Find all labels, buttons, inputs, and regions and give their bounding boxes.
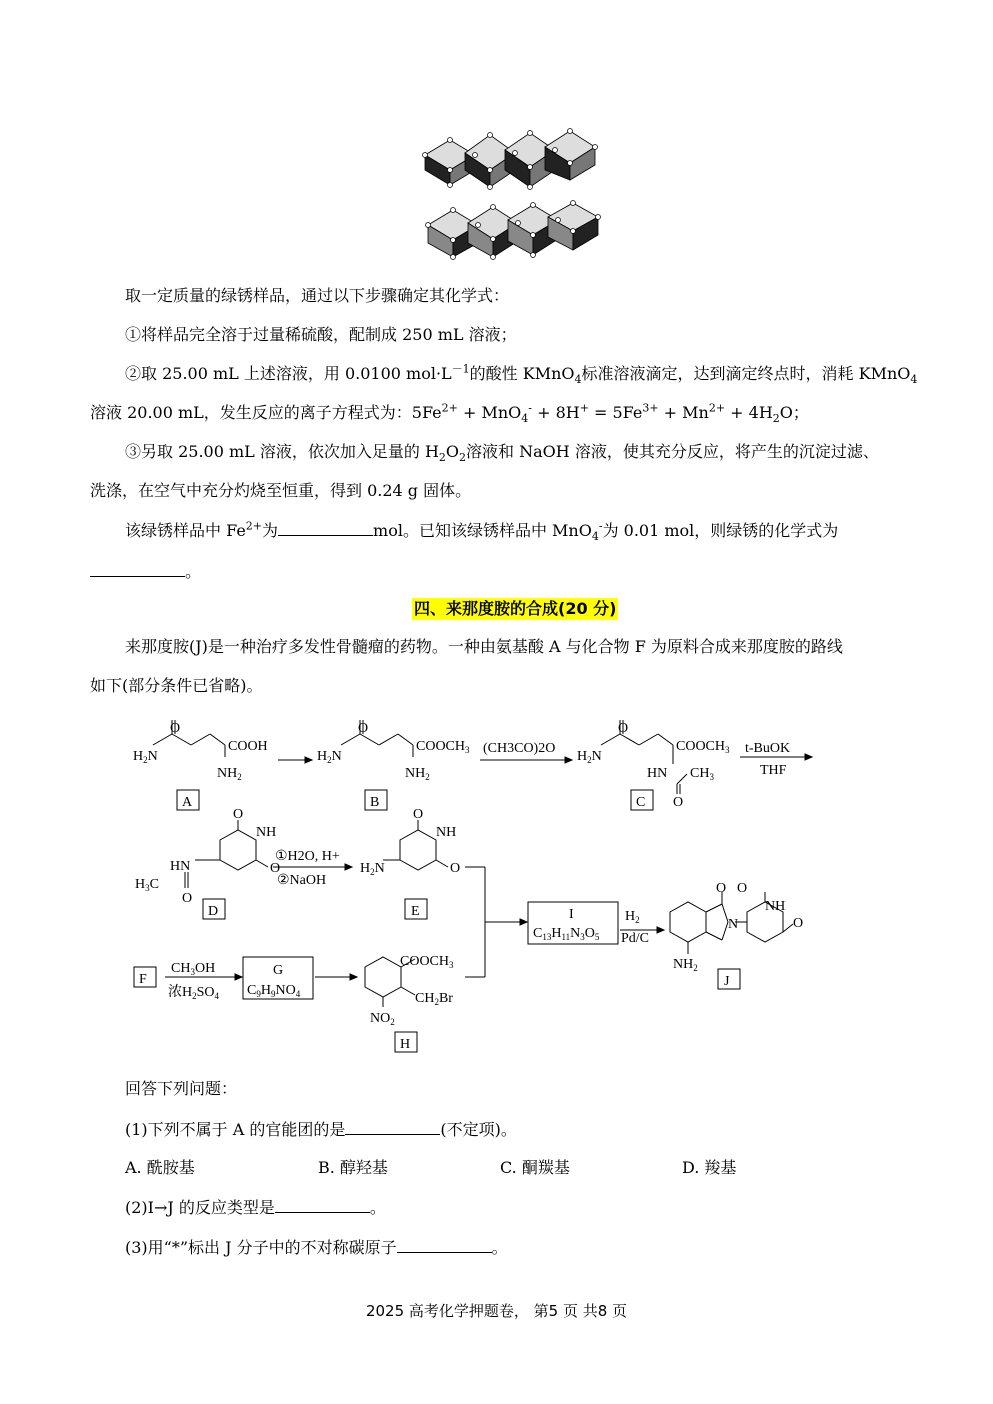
svg-text:H2N: $H_2N$ bbox=[317, 749, 342, 765]
reagent-tbuok: t-BuOK bbox=[745, 741, 791, 756]
svg-text:COOCH3: $COOCH_3$ bbox=[416, 739, 470, 755]
answer-blank[interactable] bbox=[90, 560, 185, 577]
label-F: F bbox=[139, 972, 147, 987]
reagent-h2so4: 浓$H_2SO_4$ bbox=[168, 985, 220, 1001]
intro-text: 取一定质量的绿锈样品，通过以下步骤确定其化学式： bbox=[125, 286, 510, 305]
question-2: (2)I→J 的反应类型是 。 bbox=[125, 1198, 386, 1217]
svg-text:O: O bbox=[618, 721, 629, 736]
svg-text:H2: $H_2$ bbox=[625, 909, 640, 925]
option-a[interactable]: A. 酰胺基 bbox=[125, 1158, 195, 1177]
label-G: G bbox=[273, 963, 284, 978]
synthesis-scheme bbox=[125, 712, 825, 1062]
answer-intro: 回答下列问题： bbox=[125, 1079, 238, 1098]
svg-text:H2N: $H_2N$ bbox=[360, 861, 385, 877]
svg-text:COOCH3: $COOCH_3$ bbox=[400, 954, 454, 970]
intro-paragraph: 来那度胺(J)是一种治疗多发性骨髓瘤的药物。一种由氨基酸 A 与化合物 F 为原料合成来那度胺的路线 bbox=[125, 637, 843, 656]
step-2: ②取 25.00 mL 上述溶液，用 0.0100 $mol\cdot L^{-1}$的酸性 KMnO$_4$标准溶液滴定，达到滴定终点时，消耗 KMnO$_4$ bbox=[125, 362, 918, 387]
svg-text:O: O bbox=[737, 881, 748, 896]
svg-text:NH2: $NH_2$ bbox=[405, 766, 430, 782]
step-1: ①将样品完全溶于过量稀硫酸，配制成 250 mL 溶液； bbox=[125, 325, 517, 344]
label-I: I bbox=[569, 907, 574, 922]
label-H: H bbox=[400, 1037, 411, 1052]
svg-text:O: O bbox=[182, 891, 193, 906]
crystal-structure-figure bbox=[420, 125, 610, 265]
svg-text:NH2: $NH_2$ bbox=[217, 766, 242, 782]
intro-paragraph-cont: 如下(部分条件已省略)。 bbox=[90, 676, 263, 695]
answer-blank[interactable] bbox=[278, 519, 373, 536]
svg-text:COOCH3: $COOCH_3$ bbox=[676, 739, 730, 755]
svg-text:NH2: $NH_2$ bbox=[673, 957, 698, 973]
svg-text:NO2: $NO_2$ bbox=[370, 1011, 395, 1027]
svg-text:O: O bbox=[716, 881, 727, 896]
svg-text:O: O bbox=[170, 721, 181, 736]
label-E: E bbox=[411, 904, 420, 919]
label-D: D bbox=[208, 904, 219, 919]
reagent-h2o: ①H2O, H+ bbox=[275, 849, 340, 864]
formula-I: $C_{13}H_{11}N_3O_5$ bbox=[533, 926, 600, 942]
reagent-thf: THF bbox=[760, 763, 787, 778]
svg-text:N: N bbox=[728, 917, 739, 932]
svg-text:O: O bbox=[793, 916, 804, 931]
question-fe: 该绿锈样品中 $Fe^{2+}$为 mol。已知该绿锈样品中 MnO$_4$-为 0.01 mol，则绿锈的化学式为 bbox=[125, 519, 839, 544]
reagent-ac2o: (CH3CO)2O bbox=[483, 741, 556, 756]
answer-blank[interactable] bbox=[275, 1196, 370, 1213]
svg-text:CH2Br: $CH_2Br$ bbox=[415, 991, 453, 1007]
label-C: C bbox=[636, 795, 646, 810]
section-title: 四、来那度胺的合成(20 分) bbox=[414, 599, 617, 618]
formula-G: $C_9H_9NO_4$ bbox=[247, 983, 301, 999]
question-3: (3)用“*”标出 J 分子中的不对称碳原子 。 bbox=[125, 1238, 508, 1257]
reagent-naoh: ②NaOH bbox=[277, 873, 327, 888]
svg-text:NH: NH bbox=[436, 825, 457, 840]
step-3: ③另取 25.00 mL 溶液，依次加入足量的 $H_2O_2$溶液和 NaOH 溶液，使其充分反应，将产生的沉淀过滤、 bbox=[125, 442, 879, 465]
svg-text:COOH: COOH bbox=[228, 739, 268, 754]
svg-text:NH: NH bbox=[765, 899, 786, 914]
question-1: (1)下列不属于 A 的官能团的是 (不定项)。 bbox=[125, 1120, 517, 1139]
option-d[interactable]: D. 羧基 bbox=[682, 1158, 737, 1177]
page-footer: 2025 高考化学押题卷， 第5 页 共8 页 bbox=[365, 1302, 628, 1320]
question-formula: 。 bbox=[90, 560, 201, 583]
option-b[interactable]: B. 醇羟基 bbox=[318, 1158, 388, 1177]
svg-text:O: O bbox=[358, 721, 369, 736]
svg-text:O: O bbox=[673, 795, 684, 810]
label-A: A bbox=[182, 795, 193, 810]
reagent-ch3oh: $CH_3OH$ bbox=[171, 961, 216, 977]
step-3-cont: 洗涤，在空气中充分灼烧至恒重，得到 0.24 g 固体。 bbox=[90, 481, 472, 500]
svg-text:CH3: $CH_3$ bbox=[690, 766, 714, 782]
option-c[interactable]: C. 酮羰基 bbox=[500, 1158, 570, 1177]
reagent-pdc: Pd/C bbox=[621, 931, 650, 946]
step-2-cont: 溶液 20.00 mL，发生反应的离子方程式为：$5Fe^{2+} + MnO_4^- + 8H^+ = 5Fe^{3+} + Mn^{2+} + 4H_2O$； bbox=[90, 401, 809, 426]
label-J: J bbox=[724, 974, 730, 989]
svg-text:HN: HN bbox=[170, 859, 191, 874]
svg-text:O: O bbox=[233, 807, 244, 822]
label-B: B bbox=[370, 795, 380, 810]
svg-text:HN: HN bbox=[647, 766, 668, 781]
svg-text:H2N: $H_2N$ bbox=[133, 749, 158, 765]
answer-blank[interactable] bbox=[345, 1118, 440, 1135]
circled-1: ① bbox=[125, 325, 142, 344]
answer-blank[interactable] bbox=[397, 1236, 492, 1253]
svg-text:H2N: $H_2N$ bbox=[577, 749, 602, 765]
svg-text:O: O bbox=[413, 807, 424, 822]
svg-text:O: O bbox=[450, 861, 461, 876]
svg-text:NH: NH bbox=[256, 825, 277, 840]
svg-text:O: O bbox=[270, 861, 281, 876]
svg-text:H3C: $H_3C$ bbox=[135, 877, 159, 893]
